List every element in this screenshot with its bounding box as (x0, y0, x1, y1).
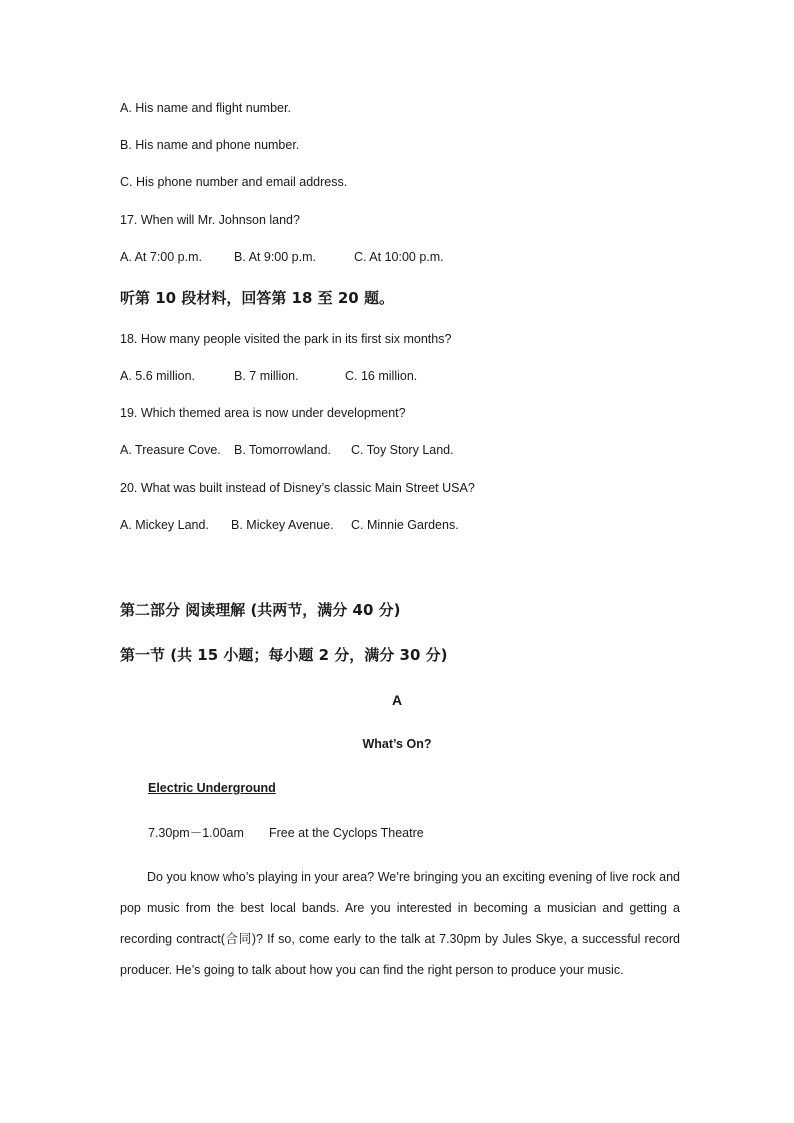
q20-option-a: A. Mickey Land. (120, 518, 209, 532)
q17-question: 17. When will Mr. Johnson land? (120, 213, 300, 227)
event-time: 7.30pm－1.00am (148, 826, 244, 840)
q19-question: 19. Which themed area is now under development? (120, 406, 406, 420)
q18-option-b: B. 7 million. (234, 369, 299, 383)
event-venue: Free at the Cyclops Theatre (269, 826, 424, 840)
passage-letter: A (391, 692, 403, 708)
event-description: Do you know who’s playing in your area? We’re bringing you an exciting evening of live rock and pop music from the best local bands. Are you interested in becoming a musician and getting a recording contract(合同)? If so, come early to the talk at 7.30pm by Jules Skye, a successful record producer. He’s going to talk about how you can find the right person to produce your music. (120, 870, 680, 977)
q18-option-a: A. 5.6 million. (120, 369, 196, 383)
q18-option-c: C. 16 million. (345, 369, 418, 383)
q16-option-c: C. His phone number and email address. (120, 175, 348, 189)
q16-option-a: A. His name and flight number. (120, 101, 291, 115)
q17-option-b: B. At 9:00 p.m. (234, 250, 316, 264)
q17-option-c: C. At 10:00 p.m. (354, 250, 444, 264)
q19-option-a: A. Treasure Cove. (120, 443, 221, 457)
q19-option-b: B. Tomorrowland. (234, 443, 332, 457)
q20-option-b: B. Mickey Avenue. (231, 518, 334, 532)
q19-option-c: C. Toy Story Land. (351, 443, 454, 457)
q20-question: 20. What was built instead of Disney’s classic Main Street USA? (120, 481, 475, 495)
section-1-heading: 第一节 (共 15 小题；每小题 2 分，满分 30 分) (120, 646, 448, 664)
q20-option-c: C. Minnie Gardens. (351, 518, 459, 532)
q16-option-b: B. His name and phone number. (120, 138, 300, 152)
q17-option-a: A. At 7:00 p.m. (120, 250, 202, 264)
section-10-heading: 听第 10 段材料，回答第 18 至 20 题。 (120, 289, 394, 307)
passage-title: What’s On? (362, 737, 432, 751)
event-name: Electric Underground (148, 781, 276, 795)
part-2-heading: 第二部分 阅读理解 (共两节，满分 40 分) (120, 601, 401, 619)
q18-question: 18. How many people visited the park in its first six months? (120, 332, 452, 346)
